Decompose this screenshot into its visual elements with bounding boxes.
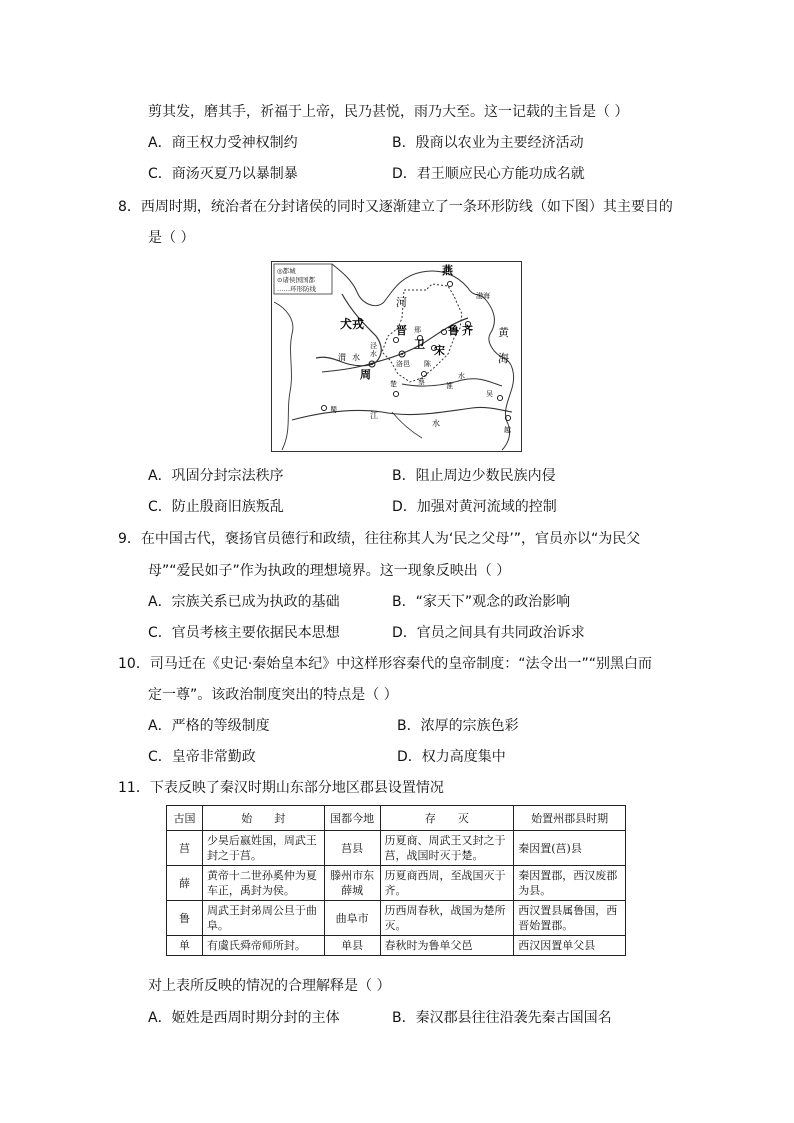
label-huang: 黄 (498, 326, 509, 339)
label-weishui-shui: 水 (352, 353, 360, 362)
table-cell: 莒 (167, 831, 203, 866)
vassal-jin (393, 337, 398, 342)
q11-stem-line1: 11．下表反映了秦汉时期山东部分地区郡县设置情况 (118, 780, 444, 796)
table-header-cell: 始置州郡县时期 (514, 806, 626, 831)
q10-stem-line1: 10．司马迁在《史记·秦始皇本纪》中这样形容秦代的皇帝制度：“法令出一”“别黑白而 (118, 656, 653, 672)
table-header-cell: 存 灭 (380, 806, 514, 831)
label-jiang-shui: 水 (432, 419, 440, 428)
table-cell: 鲁 (167, 901, 203, 936)
table-cell: 莒县 (324, 831, 380, 866)
table-row (167, 831, 626, 866)
vassal-shu (321, 405, 326, 410)
table-cell: 历夏商、周武王又封之于莒，战国时灭于楚。 (380, 831, 514, 866)
table-cell: 黄帝十二世孙奚仲为夏车正，禹封为侯。 (202, 866, 324, 901)
label-jin: 晋 (396, 324, 407, 337)
map-legend-capital: ◎都城 (277, 267, 296, 275)
q8-option-d[interactable]: D．加强对黄河流域的控制 (392, 499, 557, 515)
table-cell: 有虞氏舜帝师所封。 (202, 936, 324, 956)
q11-table (166, 805, 626, 956)
label-zhou: 周 (360, 368, 371, 381)
q11-option-a[interactable]: A．姬姓是西周时期分封的主体 (148, 1010, 340, 1026)
river-branch (392, 412, 422, 438)
q11-option-b[interactable]: B．秦汉郡县往往沿袭先秦古国国名 (392, 1010, 612, 1026)
label-shu: 蜀 (330, 406, 337, 414)
label-yan: 燕 (442, 264, 453, 277)
label-yue: 越 (504, 426, 511, 434)
table-cell: 西汉置县属鲁国，西晋始置郡。 (514, 901, 626, 936)
q10-option-d[interactable]: D．权力高度集中 (397, 749, 506, 765)
table-cell: 单县 (324, 936, 380, 956)
label-cai: 蔡 (418, 378, 425, 386)
q7-stem: 剪其发，磨其手，祈福于上帝，民乃甚悦，雨乃大至。这一记载的主旨是（ ） (148, 104, 629, 120)
label-wei: 卫 (414, 338, 425, 351)
west-boundary (274, 302, 293, 450)
label-quanrong: 犬戎 (340, 317, 365, 331)
vassal-yan (447, 281, 452, 286)
q9-stem-line2: 母”“爱民如子”作为执政的理想境界。这一现象反映出（ ） (148, 563, 511, 579)
table-cell: 秦因置郡，西汉废郡为县。 (514, 866, 626, 901)
table-cell: 历西周春秋，战国为楚所灭。 (380, 901, 514, 936)
q9-option-c[interactable]: C．官员考核主要依据民本思想 (148, 625, 340, 641)
table-header-row (167, 806, 626, 831)
label-chen: 陈 (424, 360, 431, 368)
table-cell: 秦因置(莒)县 (514, 831, 626, 866)
label-huai: 淮 (446, 382, 453, 390)
table-cell: 周武王封弟周公旦于曲阜。 (202, 901, 324, 936)
label-song: 宋 (434, 344, 445, 357)
q10-stem-line2: 定一尊”。该政治制度突出的特点是（ ） (148, 687, 398, 703)
label-jiang: 江 (370, 411, 378, 420)
yangtze-river (292, 407, 512, 420)
q10-option-a[interactable]: A．严格的等级制度 (148, 718, 270, 734)
label-he: 河 (396, 296, 407, 309)
label-huai-shui: 水 (458, 372, 465, 380)
table-cell: 滕州市东薛城 (324, 866, 380, 901)
label-luoyi: 洛邑 (396, 360, 410, 368)
q7-option-d[interactable]: D．君王顺应民心方能功成名就 (392, 166, 585, 182)
label-xing: 邢 (414, 326, 421, 334)
table-cell: 曲阜市 (324, 901, 380, 936)
q10-option-c[interactable]: C．皇帝非常勤政 (148, 749, 256, 765)
q7-option-c[interactable]: C．商汤灭夏乃以暴制暴 (148, 166, 298, 182)
label-weishui: 渭 (338, 353, 346, 362)
q8-option-b[interactable]: B．阻止周边少数民族内侵 (392, 468, 556, 484)
label-chu: 楚 (390, 380, 397, 388)
map-drawing (272, 262, 521, 451)
vassal-wu (497, 395, 502, 400)
table-cell: 历夏商西周，至战国灭于齐。 (380, 866, 514, 901)
q8-stem-line2: 是（ ） (148, 230, 195, 246)
q8-option-a[interactable]: A．巩固分封宗法秩序 (148, 468, 284, 484)
label-lu: 鲁 (448, 324, 459, 337)
q8-option-c[interactable]: C．防止殷商旧族叛乱 (148, 499, 284, 515)
q11-stem-line2: 对上表所反映的情况的合理解释是（ ） (148, 978, 391, 994)
table-cell: 少昊后嬴姓国，周武王封之于莒。 (202, 831, 324, 866)
label-qi: 齐 (462, 324, 473, 337)
label-wu: 吴 (486, 390, 493, 398)
q9-option-d[interactable]: D．官员之间具有共同政治诉求 (392, 625, 585, 641)
table-row (167, 901, 626, 936)
q8-stem-line1: 8．西周时期，统治者在分封诸侯的同时又逐渐建立了一条环形防线（如下图）其主要目的 (118, 199, 673, 215)
q9-stem-line1: 9．在中国古代，褒扬官员德行和政绩，往往称其人为‘民之父母’”，官员亦以“为民父 (118, 531, 641, 547)
vassal-chu (393, 391, 398, 396)
label-bohai: 渤海 (476, 292, 490, 300)
table-header-cell: 始 封 (202, 806, 324, 831)
map-legend-vassal: ⊙诸侯国国都 (277, 276, 315, 284)
table-row (167, 936, 626, 956)
table-cell: 薛 (167, 866, 203, 901)
table-cell: 西汉因置单父县 (514, 936, 626, 956)
q10-option-b[interactable]: B．浓厚的宗族色彩 (397, 718, 519, 734)
label-hai: 海 (498, 352, 509, 365)
table-row (167, 866, 626, 901)
q9-option-b[interactable]: B．“家天下”观念的政治影响 (392, 594, 571, 610)
label-jing: 泾 (370, 342, 377, 350)
table-cell: 单 (167, 936, 203, 956)
map-legend-line: ……环形防线 (277, 285, 316, 293)
western-zhou-defense-map (271, 261, 522, 452)
label-jing-shui: 水 (370, 350, 377, 358)
q7-option-a[interactable]: A．商王权力受神权制约 (148, 135, 298, 151)
table-header-cell: 国都今地 (324, 806, 380, 831)
table-header-cell: 古国 (167, 806, 203, 831)
table-cell: 春秋时为鲁单父邑 (380, 936, 514, 956)
q9-option-a[interactable]: A．宗族关系已成为执政的基础 (148, 594, 340, 610)
q7-option-b[interactable]: B．殷商以农业为主要经济活动 (392, 135, 584, 151)
